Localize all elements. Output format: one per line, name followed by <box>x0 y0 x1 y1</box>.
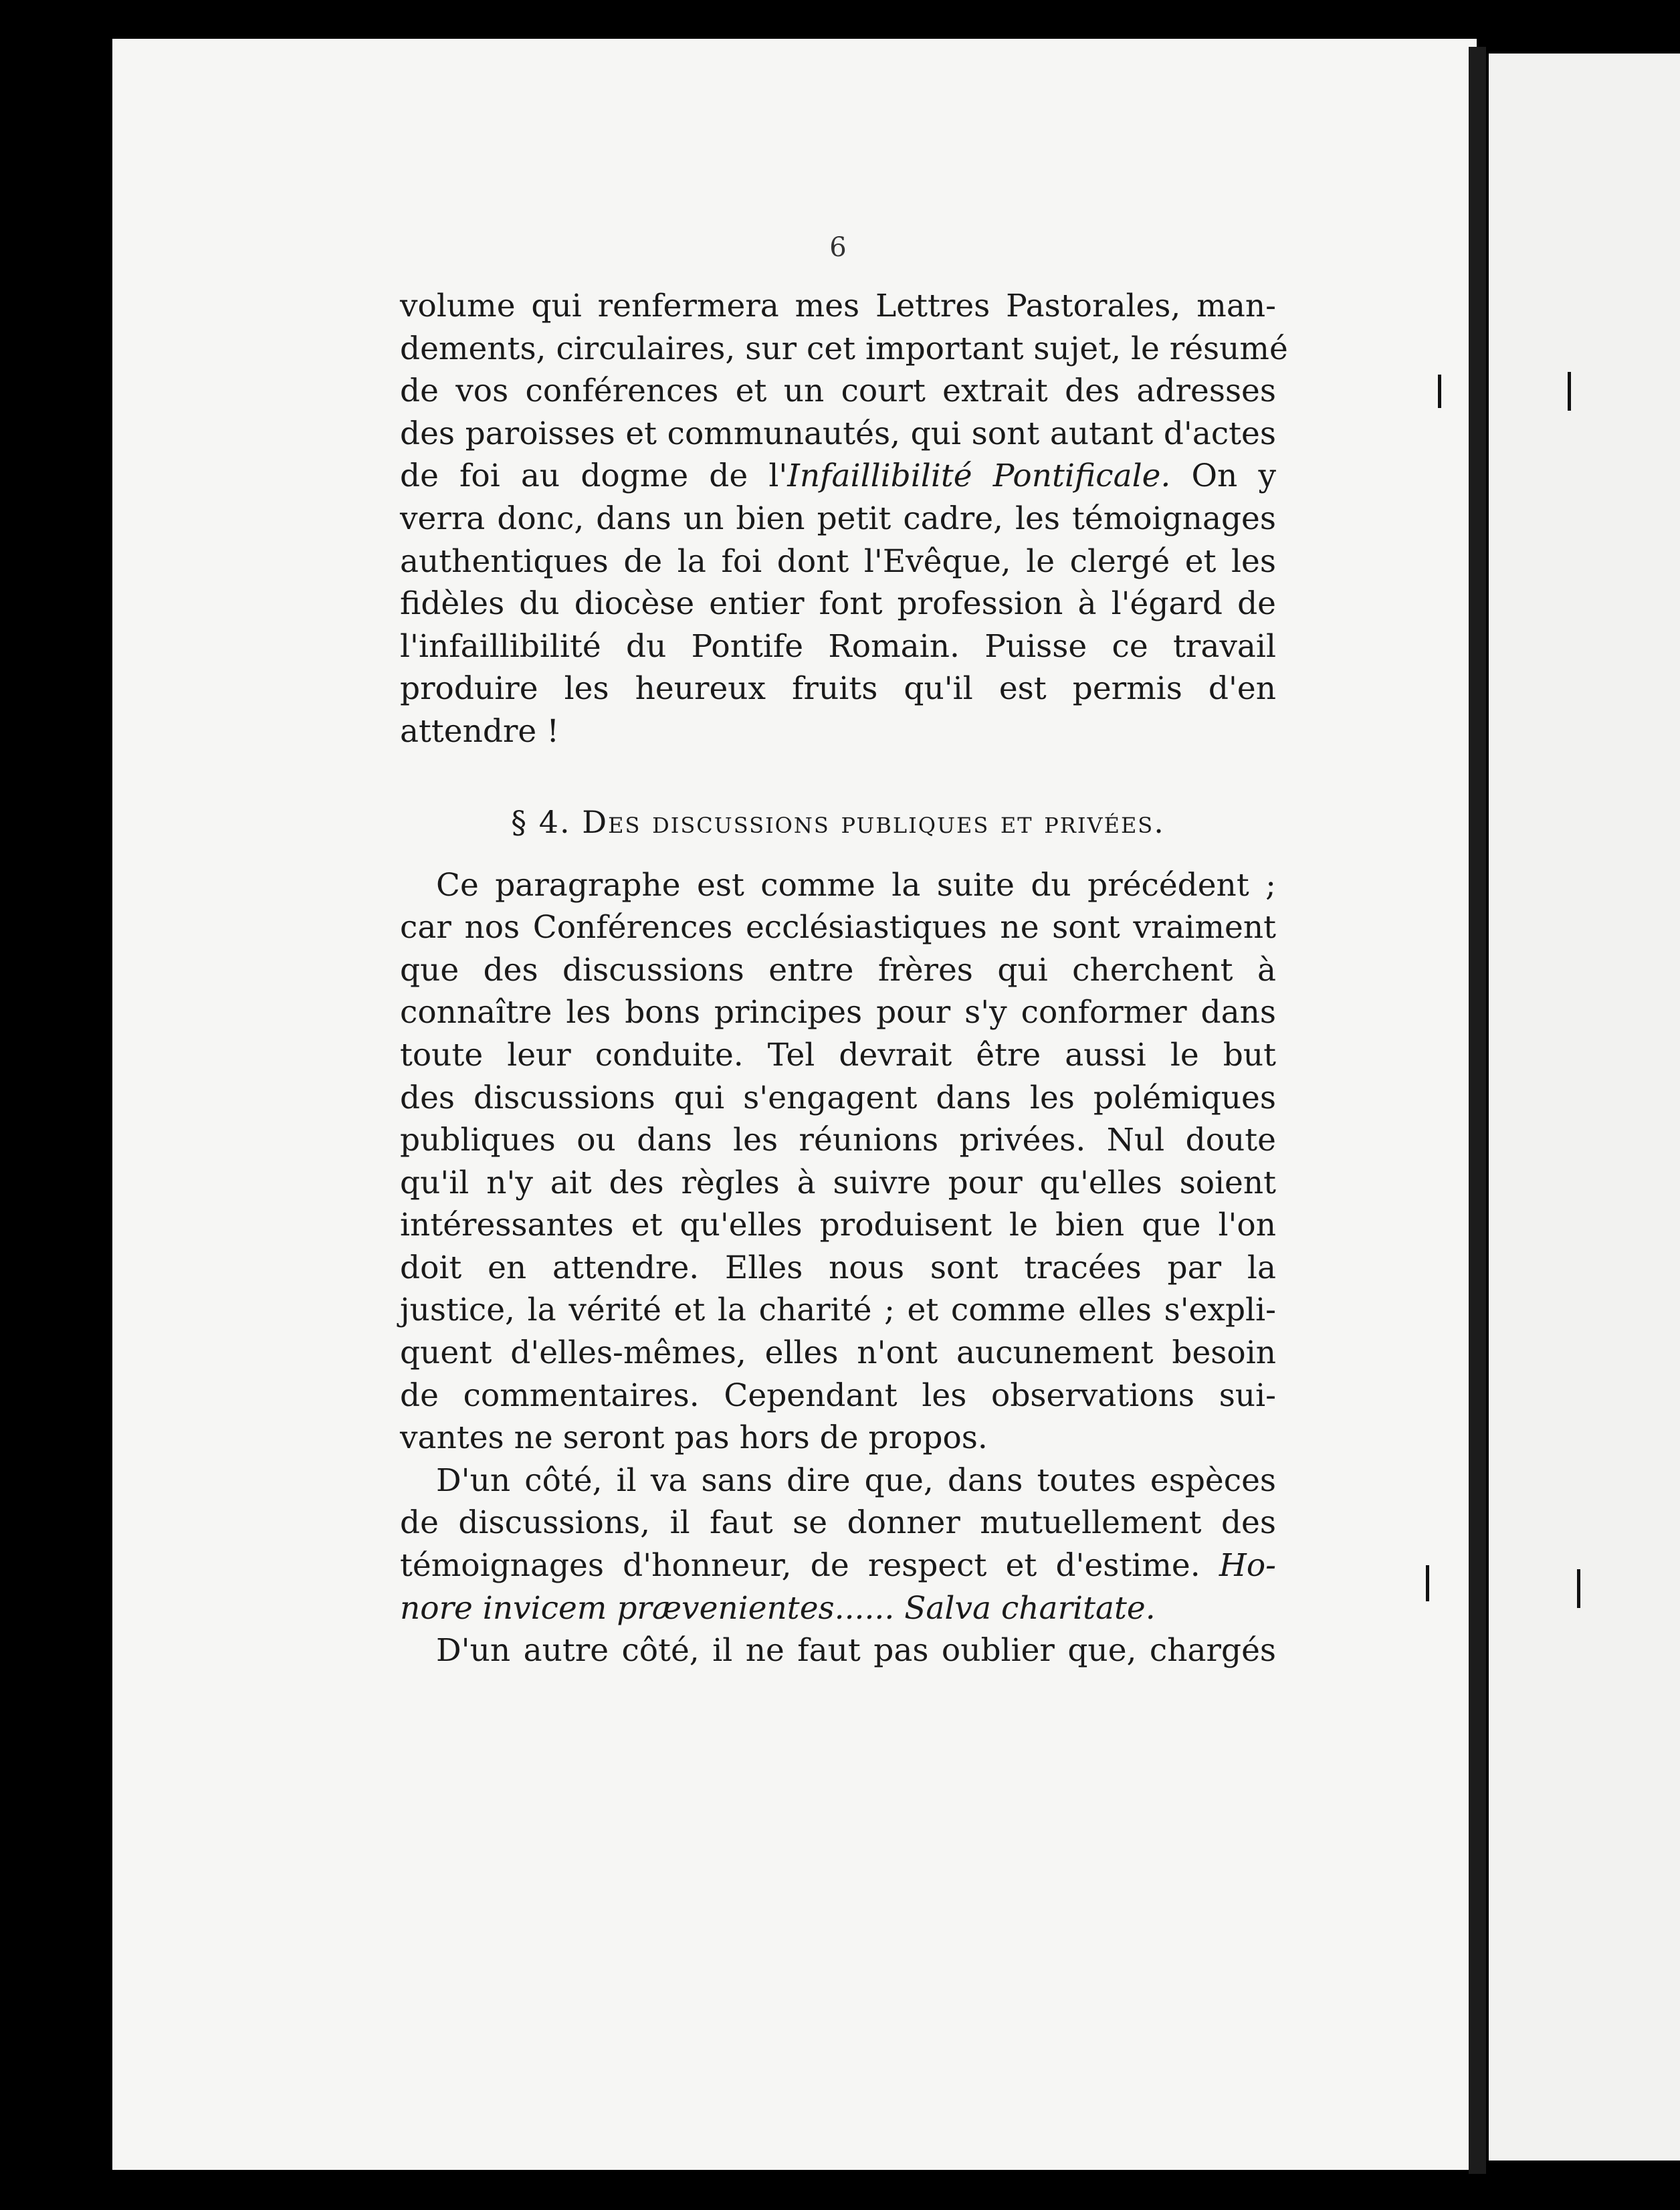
text-line: quent d'elles-mêmes, elles n'ont aucunement besoin <box>400 1334 1276 1372</box>
text-run: On y <box>1170 458 1277 495</box>
paragraph <box>400 1460 1276 1629</box>
margin-mark <box>1426 1565 1429 1601</box>
text-line: de vos conférences et un court extrait des adresses <box>400 373 1276 410</box>
text-line: doit en attendre. Elles nous sont tracées par la <box>400 1249 1276 1286</box>
facing-page-edge <box>1489 54 1680 2161</box>
paragraph <box>400 864 1276 1460</box>
text-line: toute leur conduite. Tel devrait être aussi le but <box>400 1036 1276 1074</box>
text-line: qu'il n'y ait des règles à suivre pour qu'elles soient <box>400 1164 1276 1201</box>
margin-mark <box>1577 1569 1580 1608</box>
text-line: de commentaires. Cependant les observations sui- <box>400 1377 1276 1414</box>
section-title: Des discussions publiques et privées. <box>582 803 1165 840</box>
paragraph-continued <box>400 285 1288 753</box>
text-line: vantes ne seront pas hors de propos. <box>400 1419 988 1457</box>
text-line: intéressantes et qu'elles produisent le bien que l'on <box>400 1207 1276 1244</box>
text-line <box>400 1544 1276 1587</box>
paragraph <box>400 1629 1276 1672</box>
section-number: § 4. <box>511 803 571 840</box>
text-line: Ce paragraphe est comme la suite du précédent ; <box>436 866 1276 904</box>
italic-term: Infaillibilité Pontificale. <box>787 458 1171 495</box>
margin-mark <box>1568 372 1571 411</box>
text-line: des paroisses et communautés, qui sont autant d'actes <box>400 415 1276 452</box>
page-text <box>400 227 1288 1672</box>
page-number: 6 <box>829 232 847 263</box>
latin-quote: Ho- <box>1219 1547 1276 1585</box>
text-line: produire les heureux fruits qu'il est permis d'en <box>400 670 1276 708</box>
text-line: attendre ! <box>400 712 560 750</box>
text-line <box>400 455 1276 498</box>
text-line: volume qui renfermera mes Lettres Pastorales, man- <box>400 288 1276 324</box>
section-heading <box>400 804 1276 840</box>
text-line: verra donc, dans un bien petit cadre, les témoignages <box>400 500 1276 537</box>
text-line: publiques ou dans les réunions privées. Nul doute <box>400 1122 1276 1159</box>
text-line: authentiques de la foi dont l'Evêque, le clergé et les <box>400 542 1276 580</box>
text-line: car nos Conférences ecclésiastiques ne sont vraiment <box>400 909 1276 946</box>
text-run: témoignages d'honneur, de respect et d'estime. <box>400 1547 1219 1585</box>
margin-mark <box>1438 375 1441 408</box>
text-line: justice, la vérité et la charité ; et comme elles s'expli- <box>400 1292 1276 1329</box>
text-line: fidèles du diocèse entier font profession à l'égard de <box>400 585 1276 623</box>
text-line: des discussions qui s'engagent dans les polémiques <box>400 1079 1276 1116</box>
text-line: connaître les bons principes pour s'y conformer dans <box>400 994 1276 1031</box>
text-line: dements, circulaires, sur cet important sujet, le résumé <box>400 330 1288 367</box>
text-line: D'un côté, il va sans dire que, dans toutes espèces <box>436 1462 1276 1499</box>
latin-quote-line: nore invicem prævenientes...... Salva charitate. <box>400 1589 1156 1627</box>
text-line: l'infaillibilité du Pontife Romain. Puisse ce travail <box>400 627 1276 665</box>
text-run: de foi au dogme de l' <box>400 458 788 495</box>
text-line: que des discussions entre frères qui cherchent à <box>400 951 1276 989</box>
text-line: D'un autre côté, il ne faut pas oublier que, chargés <box>436 1632 1276 1670</box>
book-spine-shadow <box>1469 47 1486 2174</box>
text-line: de discussions, il faut se donner mutuellement des <box>400 1504 1276 1542</box>
